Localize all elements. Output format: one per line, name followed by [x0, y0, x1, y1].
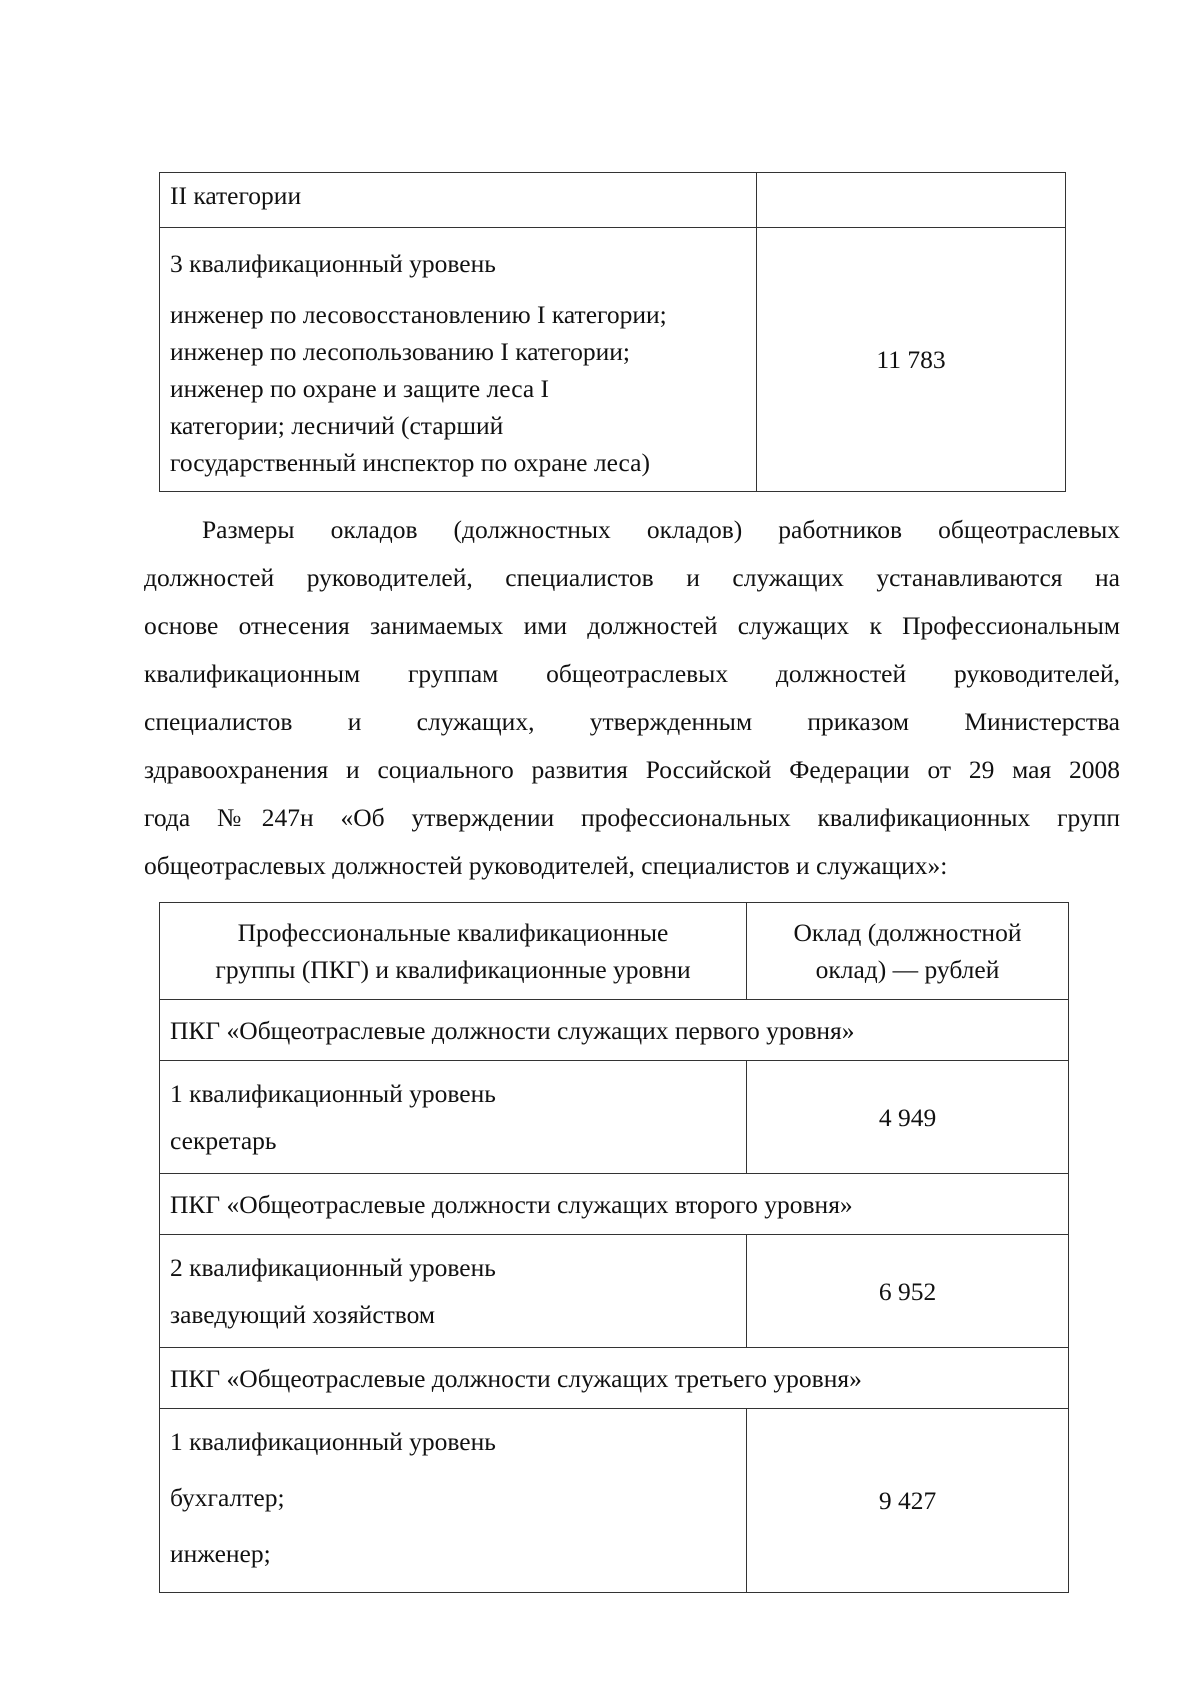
paragraph-line: Размеры окладов (должностных окладов) работников общеотраслевых	[202, 515, 1120, 544]
group-title-row	[160, 1174, 1069, 1235]
table-cell	[160, 1235, 747, 1348]
paragraph-line: специалистов и служащих, утвержденным приказом Министерства	[144, 707, 1120, 736]
table-cell	[160, 1409, 747, 1593]
header-line: Оклад (должностной	[793, 918, 1022, 947]
position-line: заведующий хозяйством	[170, 1300, 436, 1329]
qualification-level: 1 квалификационный уровень	[170, 1427, 496, 1456]
position-line: секретарь	[170, 1126, 277, 1155]
position-line: инженер по охране и защите леса I	[170, 374, 550, 403]
paragraph-line: года №247н «Об утверждении профессиональных квалификационных групп	[144, 803, 1120, 832]
qualification-level: 1 квалификационный уровень	[170, 1079, 496, 1108]
table-row	[160, 228, 1066, 492]
group-title-row	[160, 1348, 1069, 1409]
salary-table	[159, 902, 1069, 1593]
salary-value: 6 952	[747, 1235, 1069, 1348]
table-row	[160, 173, 1066, 228]
salary-value: 4 949	[747, 1061, 1069, 1174]
table-header-row	[160, 903, 1069, 1000]
header-line: Профессиональные квалификационные	[237, 918, 669, 947]
table-cell: II категории	[160, 173, 757, 228]
position-line: инженер по лесопользованию I категории;	[170, 337, 631, 366]
paragraph-line: здравоохранения и социального развития Российской Федерации от 29 мая 2008	[144, 755, 1120, 784]
qualification-level: 2 квалификационный уровень	[170, 1253, 496, 1282]
qualification-level: 3 квалификационный уровень	[170, 249, 496, 278]
group-title: ПКГ «Общеотраслевые должности служащих первого уровня»	[160, 1000, 1069, 1061]
group-title: ПКГ «Общеотраслевые должности служащих второго уровня»	[160, 1174, 1069, 1235]
table-row	[160, 1409, 1069, 1593]
table-row	[160, 1061, 1069, 1174]
body-paragraph	[144, 506, 1120, 890]
table-cell	[160, 1061, 747, 1174]
header-line: оклад) — рублей	[815, 955, 1000, 984]
paragraph-line: должностей руководителей, специалистов и служащих устанавливаются на	[144, 563, 1120, 592]
salary-table-continued	[159, 172, 1066, 492]
table-cell	[160, 228, 757, 492]
position-line: бухгалтер;	[170, 1483, 285, 1512]
position-line: инженер по лесовосстановлению I категории;	[170, 300, 667, 329]
table-cell	[757, 173, 1066, 228]
header-line: группы (ПКГ) и квалификационные уровни	[215, 955, 691, 984]
column-header-salary	[747, 903, 1069, 1000]
paragraph-line: основе отнесения занимаемых ими должностей служащих к Профессиональным	[144, 611, 1120, 640]
table-row	[160, 1235, 1069, 1348]
column-header-groups	[160, 903, 747, 1000]
group-title: ПКГ «Общеотраслевые должности служащих третьего уровня»	[160, 1348, 1069, 1409]
salary-value: 9 427	[747, 1409, 1069, 1593]
position-line: инженер;	[170, 1539, 271, 1568]
salary-value: 11 783	[757, 228, 1066, 492]
position-line: категории; лесничий (старший	[170, 411, 504, 440]
group-title-row	[160, 1000, 1069, 1061]
position-line: государственный инспектор по охране леса)	[170, 448, 650, 477]
paragraph-line: квалификационным группам общеотраслевых должностей руководителей,	[144, 659, 1120, 688]
paragraph-line: общеотраслевых должностей руководителей, специалистов и служащих»:	[144, 851, 948, 880]
